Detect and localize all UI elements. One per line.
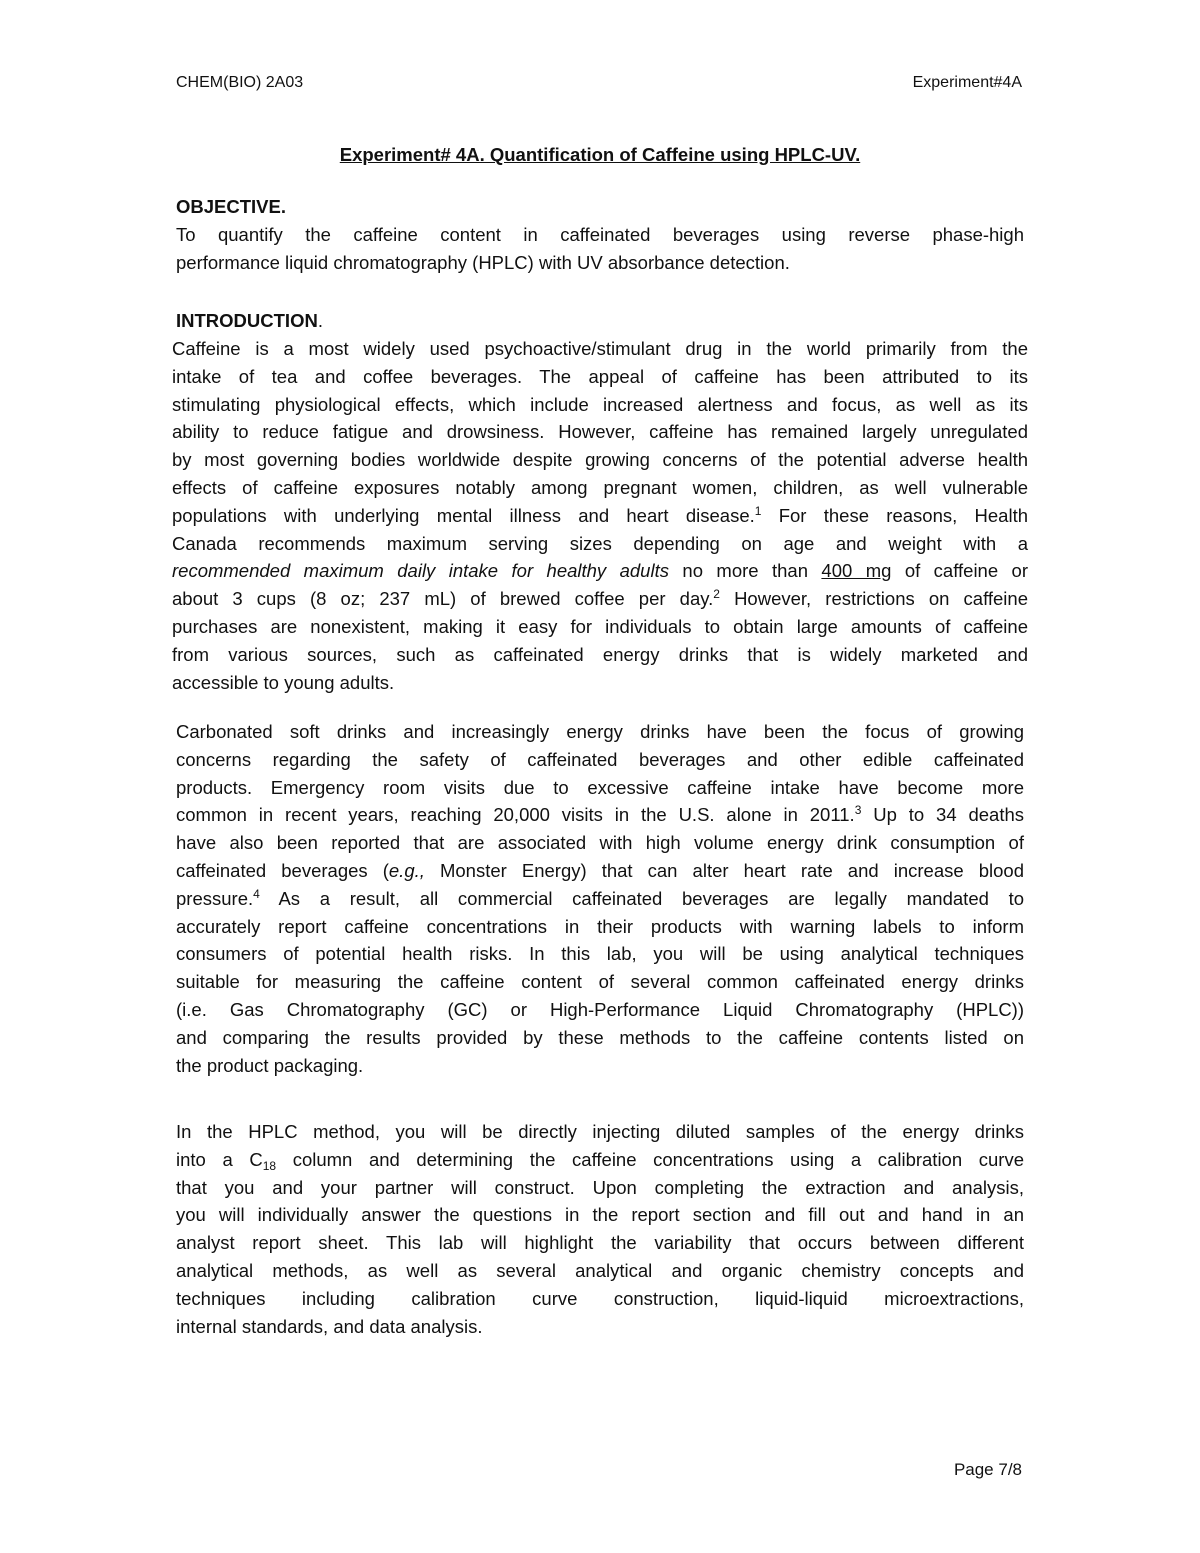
introduction-heading-period: . (317, 310, 323, 331)
intro-paragraph-1 (172, 335, 1028, 696)
paragraph-line: that you and your partner will construct. Upon completing the extraction and analysis, (176, 1176, 1024, 1198)
text-run: caffeinated beverages ( (176, 859, 389, 881)
paragraph-line (172, 585, 1028, 613)
text-run: about 3 cups (8 oz; 237 mL) of brewed coffee per day. (172, 588, 714, 610)
text-run: column and determining the caffeine concentrations using a calibration curve (276, 1148, 1024, 1170)
intro-paragraph-2 (176, 718, 1024, 1079)
paragraph-line: In the HPLC method, you will be directly injecting diluted samples of the energy drinks (176, 1121, 1024, 1142)
text-run: Up to 34 deaths (861, 804, 1024, 826)
text-run: common in recent years, reaching 20,000 visits in the U.S. alone in 2011. (176, 804, 855, 826)
paragraph-line: techniques including calibration curve construction, liquid-liquid microextractions, (176, 1287, 1024, 1309)
paragraph-line: Canada recommends maximum serving sizes depending on age and weight with a (172, 532, 1028, 554)
objective-heading: OBJECTIVE. (176, 196, 286, 217)
paragraph-line: Carbonated soft drinks and increasingly energy drinks have been the focus of growing (176, 721, 1024, 742)
page-number: Page 7/8 (953, 1460, 1022, 1479)
document-title: Experiment# 4A. Quantification of Caffeine using HPLC-UV. (339, 144, 861, 165)
paragraph-line: stimulating physiological effects, which include increased alertness and focus, as well as its (172, 393, 1028, 415)
paragraph-line (176, 1146, 1024, 1174)
paragraph-line: from various sources, such as caffeinated energy drinks that is widely marketed and (172, 643, 1028, 665)
paragraph-line: and comparing the results provided by these methods to the caffeine contents listed on (176, 1026, 1024, 1048)
text-run: no more than (668, 560, 822, 582)
underlined-run: 400 mg (821, 560, 892, 582)
paragraph-line: effects of caffeine exposures notably among pregnant women, children, as well vulnerable (172, 476, 1028, 498)
text-run: Monster Energy) that can alter heart rate and increase blood (424, 859, 1025, 881)
paragraph-line: intake of tea and coffee beverages. The appeal of caffeine has been attributed to its (172, 365, 1028, 387)
paragraph-line: analytical methods, as well as several analytical and organic chemistry concepts and (176, 1259, 1024, 1281)
objective-line: performance liquid chromatography (HPLC) with UV absorbance detection. (176, 251, 790, 273)
text-run: populations with underlying mental illness and heart disease. (172, 504, 755, 526)
paragraph-line: analyst report sheet. This lab will highlight the variability that occurs between different (176, 1232, 1024, 1254)
text-run: into a C (176, 1148, 263, 1170)
citation-4: 4 (253, 886, 260, 901)
introduction-heading-text: INTRODUCTION (176, 310, 318, 331)
paragraph-line: you will individually answer the questions in the report section and fill out and hand in an (176, 1204, 1024, 1226)
text-run: For these reasons, Health (761, 504, 1029, 526)
paragraph-line (176, 801, 1024, 829)
paragraph-line: consumers of potential health risks. In this lab, you will be using analytical techniques (176, 943, 1024, 965)
paragraph-line (176, 857, 1024, 885)
subscript-18: 18 (262, 1158, 277, 1173)
paragraph-line (172, 502, 1028, 530)
paragraph-line: ability to reduce fatigue and drowsiness. However, caffeine has remained largely unregulated (172, 421, 1028, 443)
paragraph-line: by most governing bodies worldwide despite growing concerns of the potential adverse health (172, 449, 1028, 471)
paragraph-line: (i.e. Gas Chromatography (GC) or High-Performance Liquid Chromatography (HPLC)) (176, 998, 1024, 1020)
text-run: However, restrictions on caffeine (719, 588, 1028, 610)
paragraph-line: the product packaging. (176, 1054, 364, 1076)
text-run: As a result, all commercial caffeinated beverages are legally mandated to (259, 887, 1024, 909)
paragraph-line: suitable for measuring the caffeine content of several common caffeinated energy drinks (176, 971, 1024, 993)
intro-paragraph-3 (176, 1118, 1024, 1340)
italic-run: recommended maximum daily intake for healthy adults (172, 560, 669, 582)
citation-3: 3 (854, 803, 862, 818)
italic-run: e.g., (388, 859, 425, 881)
objective-line: To quantify the caffeine content in caffeinated beverages using reverse phase-high (176, 224, 1024, 245)
objective-paragraph (176, 221, 1024, 277)
paragraph-line: have also been reported that are associated with high volume energy drink consumption of (176, 832, 1024, 854)
introduction-heading (176, 310, 323, 332)
text-run: of caffeine or (891, 560, 1029, 582)
text-run: pressure. (176, 887, 254, 909)
paragraph-line: purchases are nonexistent, making it easy for individuals to obtain large amounts of caffeine (172, 615, 1028, 637)
header-experiment: Experiment#4A (912, 74, 1022, 91)
paragraph-line: products. Emergency room visits due to excessive caffeine intake have become more (176, 776, 1024, 798)
paragraph-line (172, 557, 1028, 585)
header-course: CHEM(BIO) 2A03 (176, 74, 304, 91)
citation-2: 2 (713, 587, 720, 602)
paragraph-line: internal standards, and data analysis. (176, 1315, 483, 1337)
paragraph-line: accessible to young adults. (172, 671, 395, 693)
paragraph-line: concerns regarding the safety of caffeinated beverages and other edible caffeinated (176, 748, 1024, 770)
paragraph-line: accurately report caffeine concentrations in their products with warning labels to inform (176, 915, 1024, 937)
citation-1: 1 (754, 503, 762, 518)
paragraph-line (176, 885, 1024, 913)
paragraph-line: Caffeine is a most widely used psychoactive/stimulant drug in the world primarily from the (172, 338, 1028, 359)
